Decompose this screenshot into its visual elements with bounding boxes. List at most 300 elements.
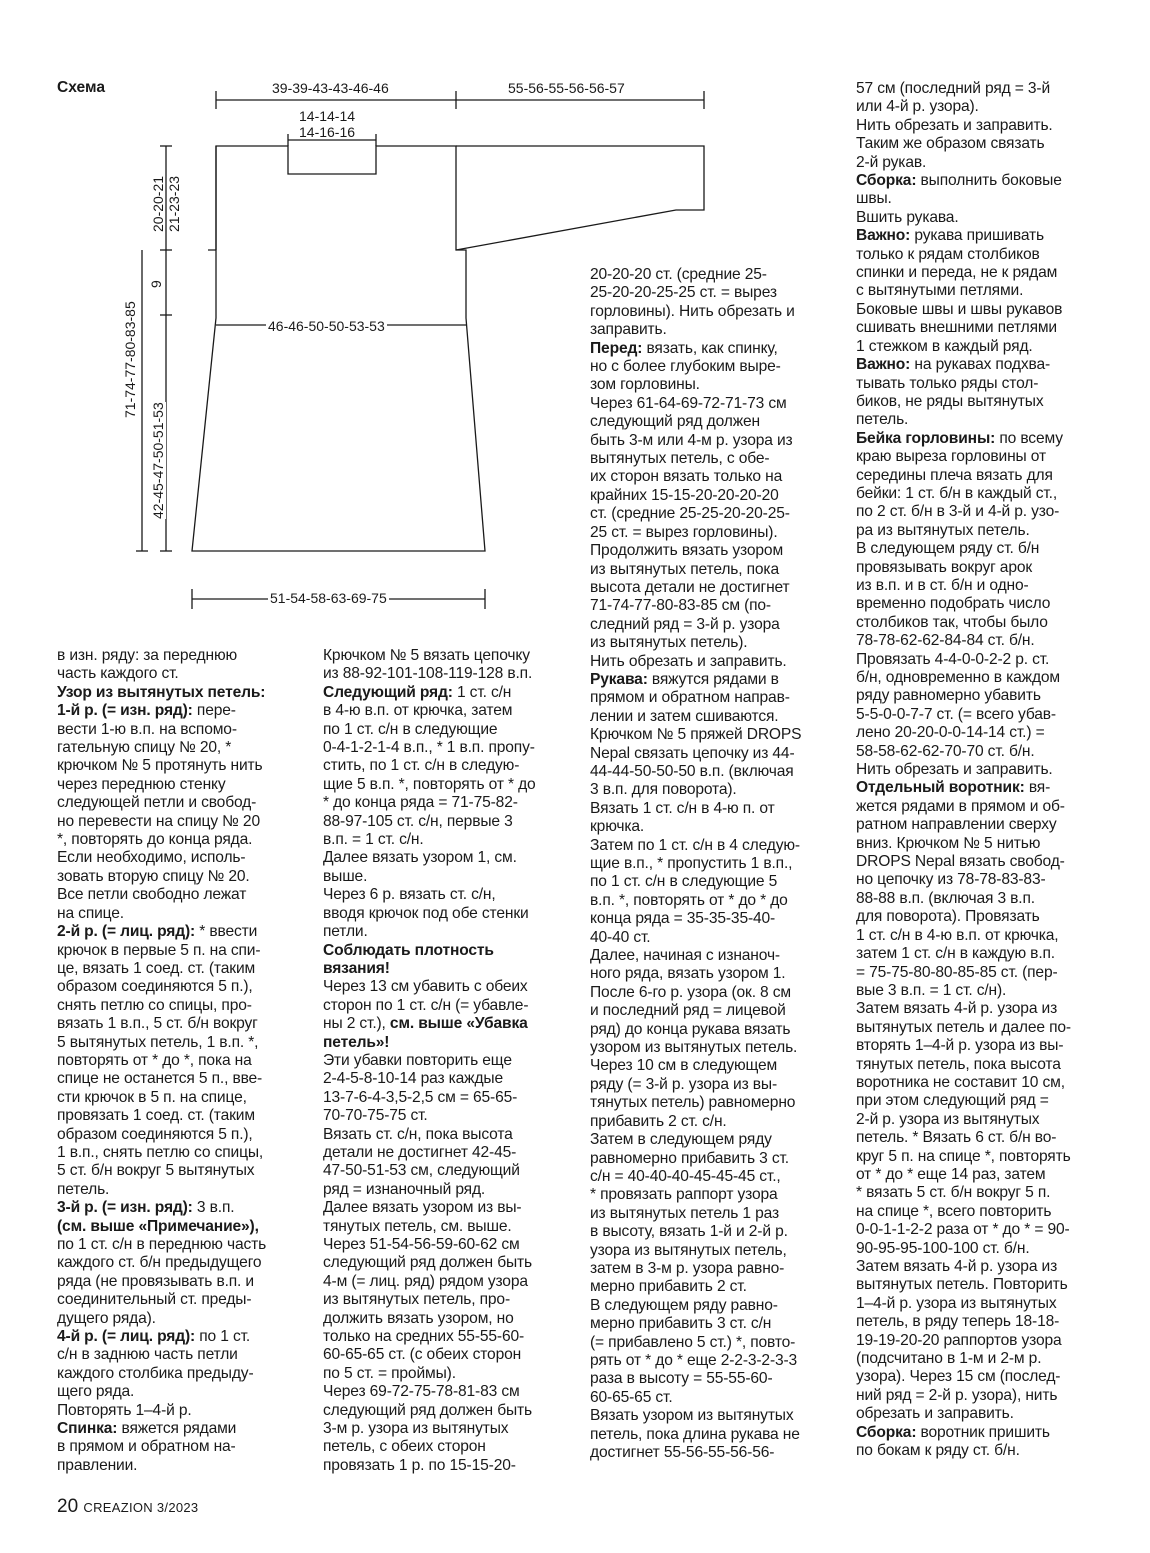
text-run: 60-65-65 ст. (с обеих сторон — [323, 1346, 522, 1364]
text-line — [590, 1315, 835, 1333]
text-line — [590, 1223, 835, 1241]
text-line — [57, 1144, 302, 1162]
text-line — [590, 1407, 835, 1425]
text-line — [856, 614, 1101, 632]
text-run: зом горловины. — [590, 376, 700, 394]
text-run: но цепочку из 78-78-83-83- — [856, 871, 1046, 889]
text-line — [57, 1402, 302, 1420]
text-line — [856, 1129, 1101, 1147]
text-run: от * до * еще 14 раз, затем — [856, 1165, 1046, 1183]
text-run: щего ряда. — [57, 1383, 135, 1401]
text-run: ряд) до конца рукава вязать — [590, 1020, 791, 1038]
text-run: на рукавах подхва- — [910, 356, 1051, 374]
text-line — [856, 761, 1101, 779]
text-line — [590, 303, 835, 321]
text-run: в высоту, вязать 1-й и 2-й р. — [590, 1223, 788, 1241]
text-line — [57, 684, 302, 702]
text-run: В следующем ряду равно- — [590, 1296, 778, 1314]
text-run: рукава пришивать — [910, 227, 1045, 245]
text-line — [590, 1260, 835, 1278]
text-run: обрезать и заправить. — [856, 1405, 1014, 1423]
text-run: только на средних 55-55-60- — [323, 1328, 525, 1346]
text-run: снять петлю со спицы, про- — [57, 996, 252, 1014]
text-run: из вытянутых петель, про- — [323, 1291, 510, 1309]
text-run: ра из вытянутых петель. — [856, 521, 1030, 539]
text-run: 5-5-0-0-7-7 ст. (= всего убав- — [856, 705, 1056, 723]
text-column-2 — [323, 647, 568, 1475]
text-line — [590, 1150, 835, 1168]
text-run: 44-44-50-50-50 в.п. (включая — [590, 762, 794, 780]
text-run: 1–4-й р. узора из вытянутых — [856, 1294, 1057, 1312]
text-line — [57, 1162, 302, 1180]
text-run: 0-0-1-1-2-2 раза от * до * = 90- — [856, 1221, 1070, 1239]
text-run: или 4-й р. узора). — [856, 98, 979, 116]
text-line — [856, 393, 1101, 411]
text-run: вяжутся рядами в — [647, 670, 779, 688]
text-line — [590, 781, 835, 799]
text-line — [323, 1218, 568, 1236]
text-run: прямом и обратном направ- — [590, 689, 790, 707]
text-line — [856, 154, 1101, 172]
text-line — [590, 1278, 835, 1296]
text-line — [323, 1034, 568, 1052]
bold-run: Перед: — [590, 339, 643, 357]
text-run: 1 ст. с/н в 4-ю в.п. от крючка, — [856, 926, 1059, 944]
bold-run: 1-й р. (= изн. ряд): — [57, 702, 193, 720]
text-run: спице не останется 5 п., вве- — [57, 1070, 263, 1088]
text-run: временно подобрать число — [856, 595, 1051, 613]
text-run: по 1 ст. с/н в следующие — [323, 720, 498, 738]
text-line — [57, 942, 302, 960]
text-run: образом соединяются 5 п.), — [57, 978, 253, 996]
text-run: только к рядам столбиков — [856, 245, 1040, 263]
text-line — [590, 671, 835, 689]
text-line — [57, 721, 302, 739]
text-line — [590, 873, 835, 891]
text-line — [57, 1015, 302, 1033]
text-line — [590, 1021, 835, 1039]
text-run: 20-20-20 ст. (средние 25- — [590, 266, 767, 283]
text-line — [57, 794, 302, 812]
text-line — [323, 1383, 568, 1401]
text-run: 71-74-77-80-83-85 см (по- — [590, 597, 771, 615]
dim-bottom: 51-54-58-63-69-75 — [270, 590, 387, 606]
text-column-3 — [590, 266, 835, 1462]
text-run: по 1 ст. с/н в следующие 5 — [590, 873, 778, 891]
text-line — [57, 1089, 302, 1107]
text-run: После 6-го р. узора (ок. 8 см — [590, 983, 791, 1001]
text-run: Нить обрезать и заправить. — [856, 116, 1053, 134]
text-line — [856, 1332, 1101, 1350]
text-run: жется рядами в прямом и об- — [856, 797, 1065, 815]
text-line — [57, 886, 302, 904]
text-line — [856, 1203, 1101, 1221]
text-run: но перевести на спицу № 20 — [57, 812, 260, 830]
text-line — [323, 684, 568, 702]
text-run: стить, по 1 ст. с/н в следую- — [323, 757, 520, 775]
dim-top-sleeve: 55-56-55-56-56-57 — [508, 80, 625, 96]
text-line — [57, 978, 302, 996]
text-run: провязать 1 р. по 15-15-20- — [323, 1456, 516, 1474]
text-line — [856, 1387, 1101, 1405]
text-line — [323, 1107, 568, 1125]
text-run: провязать 1 соед. ст. (таким — [57, 1107, 255, 1125]
text-line — [856, 853, 1101, 871]
text-line — [57, 1199, 302, 1217]
text-run: при этом следующий ряд = — [856, 1092, 1049, 1110]
text-run: Вязать узором из вытянутых — [590, 1407, 794, 1425]
text-run: быть 3-м или 4-м р. узора из — [590, 431, 793, 449]
text-run: следующий ряд должен быть — [323, 1254, 533, 1272]
text-line — [590, 800, 835, 818]
bold-run: Бейка горловины: — [856, 429, 996, 447]
text-line — [323, 886, 568, 904]
text-run: *, повторять до конца ряда. — [57, 831, 253, 849]
text-line — [57, 702, 302, 720]
text-line — [590, 1334, 835, 1352]
text-run: Провязать 4-4-0-0-2-2 р. ст. — [856, 650, 1050, 668]
text-run: 1 стежком в каждый ряд. — [856, 337, 1033, 355]
text-line — [57, 905, 302, 923]
text-line — [323, 1273, 568, 1291]
text-line — [856, 908, 1101, 926]
text-line — [57, 831, 302, 849]
text-line — [323, 665, 568, 683]
text-line — [590, 1002, 835, 1020]
text-line — [856, 190, 1101, 208]
text-line — [590, 1297, 835, 1315]
text-line — [57, 1034, 302, 1052]
text-run: сти крючок в 5 п. на спице, — [57, 1088, 247, 1106]
text-run: Далее вязать узором из вы- — [323, 1199, 522, 1217]
text-line — [57, 960, 302, 978]
text-run: вязать, как спинку, — [642, 339, 778, 357]
bold-run: 2-й р. (= лиц. ряд): — [57, 923, 196, 941]
text-run: б/н, одновременно в каждом — [856, 669, 1060, 686]
text-line — [856, 172, 1101, 190]
text-run: 5 вытянутых петель, 1 в.п. *, — [57, 1033, 259, 1051]
text-run: соединительный ст. преды- — [57, 1291, 252, 1309]
text-line — [856, 1405, 1101, 1423]
text-line — [323, 1254, 568, 1272]
text-run: = 75-75-80-80-85-85 ст. (пер- — [856, 963, 1058, 981]
text-line — [57, 997, 302, 1015]
bold-run: петель»! — [323, 1033, 390, 1051]
text-run: Нить обрезать и заправить. — [856, 761, 1053, 779]
text-run: каждого столбика предыду- — [57, 1364, 254, 1382]
text-run: * до конца ряда = 71-75-82- — [323, 794, 518, 812]
text-run: 3 в.п. для поворота). — [590, 781, 737, 799]
text-run: мерно прибавить 2 ст. — [590, 1278, 747, 1296]
text-run: 25-20-20-25-25 ст. = вырез — [590, 284, 777, 302]
text-line — [590, 1389, 835, 1407]
page-number: 20 — [57, 1496, 79, 1517]
text-line — [57, 868, 302, 886]
text-run: раза в высоту = 55-55-60- — [590, 1370, 773, 1388]
text-line — [323, 757, 568, 775]
text-run: зовать вторую спицу № 20. — [57, 867, 250, 885]
text-line — [590, 1444, 835, 1462]
text-run: DROPS Nepal вязать свобод- — [856, 853, 1065, 871]
text-run: краю выреза горловины от — [856, 448, 1046, 466]
text-run: Затем по 1 ст. с/н в 4 следую- — [590, 836, 800, 854]
text-line — [57, 776, 302, 794]
text-run: следующей петли и свобод- — [57, 794, 257, 812]
text-run: В следующем ряду ст. б/н — [856, 540, 1040, 558]
text-run: петель. — [57, 1180, 110, 1198]
text-line — [323, 1199, 568, 1217]
text-run: пере- — [192, 702, 236, 720]
text-run: 60-65-65 ст. — [590, 1388, 673, 1406]
text-line — [856, 1111, 1101, 1129]
text-run: и последний ряд = лицевой — [590, 1002, 786, 1020]
text-run: 3-м р. узора из вытянутых — [323, 1420, 509, 1438]
text-run: рять от * до * еще 2-2-3-2-3-3 — [590, 1351, 798, 1369]
text-line — [856, 1056, 1101, 1074]
text-line — [856, 1184, 1101, 1202]
text-line — [323, 813, 568, 831]
text-run: вые 3 в.п. = 1 ст. с/н). — [856, 981, 1007, 999]
text-run: из в.п. и в ст. б/н и одно- — [856, 576, 1029, 594]
bold-run: Сборка: — [856, 172, 917, 190]
text-line — [856, 1240, 1101, 1258]
text-line — [856, 411, 1101, 429]
text-run: Таким же образом связать — [856, 135, 1045, 153]
text-run: * провязать раппорт узора — [590, 1186, 778, 1204]
text-run: Через 69-72-75-78-81-83 см — [323, 1383, 520, 1401]
text-run: ст. (средние 25-25-20-20-25- — [590, 505, 790, 523]
text-column-1 — [57, 647, 302, 1475]
text-run: лено 20-20-0-0-14-14 ст.) = — [856, 724, 1045, 742]
text-run: 19-19-20-20 раппортов узора — [856, 1331, 1062, 1349]
text-line — [590, 1076, 835, 1094]
text-line — [856, 338, 1101, 356]
text-run: ны 2 ст.), — [323, 1015, 390, 1033]
text-run: воротника не составит 10 см, — [856, 1073, 1065, 1091]
text-run: вводя крючок под обе стенки — [323, 904, 529, 922]
text-run: равномерно прибавить 3 ст. — [590, 1149, 789, 1167]
text-line — [856, 430, 1101, 448]
sleeve-outline — [456, 146, 704, 250]
bold-run: Спинка: — [57, 1420, 118, 1438]
text-line — [856, 1221, 1101, 1239]
text-run: повторять от * до *, пока на — [57, 1051, 252, 1069]
text-line — [323, 702, 568, 720]
text-line — [856, 448, 1101, 466]
text-run: затем 1 ст. с/н в каждую в.п. — [856, 945, 1055, 963]
text-run: тянутых петель, пока высота — [856, 1055, 1061, 1073]
text-run: ний ряд = 2-й р. узора), нить — [856, 1386, 1058, 1404]
text-run: из вытянутых петель, пока — [590, 560, 779, 578]
text-line — [323, 776, 568, 794]
text-run: ряда (не провязывать в.п. и — [57, 1272, 254, 1290]
text-run: Через 13 см убавить с обеих — [323, 978, 528, 996]
text-run: 88-88 в.п. (включая 3 в.п. — [856, 889, 1035, 907]
text-run: вя- — [1024, 779, 1051, 797]
dim-neck-2: 14-16-16 — [299, 124, 356, 140]
text-run: (подсчитано в 1-м и 2-м р. — [856, 1350, 1042, 1368]
text-run: конца ряда = 35-35-35-40- — [590, 910, 776, 928]
text-line — [856, 319, 1101, 337]
text-line — [590, 616, 835, 634]
text-line — [590, 984, 835, 1002]
text-line — [590, 1370, 835, 1388]
text-run: 4-м (= лиц. ряд) рядом узора — [323, 1272, 528, 1290]
bold-run: Отдельный воротник: — [856, 779, 1025, 797]
text-line — [856, 816, 1101, 834]
text-run: швы. — [856, 190, 892, 208]
text-line — [856, 356, 1101, 374]
text-run: Вшить рукава. — [856, 208, 959, 226]
text-line — [590, 1242, 835, 1260]
text-line — [57, 1070, 302, 1088]
text-line — [57, 1254, 302, 1272]
text-line — [856, 687, 1101, 705]
text-line — [323, 1420, 568, 1438]
text-run: 40-40 ст. — [590, 928, 651, 946]
text-run: спинки и переда, не к рядам — [856, 264, 1058, 282]
dim-top-body: 39-39-43-43-46-46 — [272, 80, 389, 96]
text-run: ратном направлении сверху — [856, 816, 1057, 834]
text-line — [57, 1310, 302, 1328]
text-run: в.п. *, повторять от * до * до — [590, 891, 788, 909]
text-run: круг 5 п. на спице *, повторять — [856, 1147, 1071, 1165]
text-run: 2-й рукав. — [856, 153, 927, 171]
text-run: Далее вязать узором 1, см. — [323, 849, 517, 867]
text-line — [856, 982, 1101, 1000]
text-run: Эти убавки повторить еще — [323, 1051, 512, 1069]
text-run: по 1 ст. — [195, 1328, 251, 1346]
text-line — [323, 997, 568, 1015]
text-run: по бокам к ряду ст. б/н. — [856, 1442, 1020, 1460]
text-line — [856, 98, 1101, 116]
text-run: Затем вязать 4-й р. узора из — [856, 1000, 1058, 1018]
text-run: для поворота). Провязать — [856, 908, 1040, 926]
text-run: с/н = 40-40-40-45-45-45 ст., — [590, 1167, 781, 1185]
text-run: выше. — [323, 867, 368, 885]
bold-run: 4-й р. (= лиц. ряд): — [57, 1328, 196, 1346]
text-line — [57, 647, 302, 665]
dim-armhole-1: 20-20-21 — [150, 175, 166, 232]
text-run: по всему — [995, 429, 1063, 447]
text-run: затем в 3-м р. узора равно- — [590, 1259, 785, 1277]
text-line — [590, 818, 835, 836]
text-line — [57, 1181, 302, 1199]
text-run: петель. * Вязать 6 ст. б/н во- — [856, 1129, 1057, 1147]
text-line — [590, 965, 835, 983]
text-line — [856, 890, 1101, 908]
text-line — [590, 597, 835, 615]
text-line — [590, 395, 835, 413]
text-run: 2-й р. узора из вытянутых — [856, 1110, 1040, 1128]
magazine-issue: CREAZION 3/2023 — [83, 1500, 199, 1515]
text-line — [57, 1218, 302, 1236]
text-line — [856, 871, 1101, 889]
text-line — [590, 929, 835, 947]
text-line — [590, 542, 835, 560]
text-line — [856, 522, 1101, 540]
text-line — [323, 1402, 568, 1420]
text-line — [323, 905, 568, 923]
text-run: ного ряда, вязать узором 1. — [590, 965, 786, 983]
text-run: каждого ст. б/н предыдущего — [57, 1254, 262, 1272]
text-run: крючком № 5 протянуть нить — [57, 757, 263, 775]
text-line — [856, 1295, 1101, 1313]
text-line — [856, 375, 1101, 393]
text-run: по 5 ст. = проймы). — [323, 1364, 456, 1382]
text-run: в прямом и обратном на- — [57, 1438, 236, 1456]
text-run: петель, пока длина рукава не — [590, 1425, 800, 1443]
text-run: ряду равномерно убавить — [856, 687, 1041, 705]
text-line — [590, 1426, 835, 1444]
text-line — [590, 745, 835, 763]
text-line — [590, 340, 835, 358]
text-run: часть каждого ст. — [57, 665, 179, 683]
text-line — [323, 1346, 568, 1364]
text-line — [856, 540, 1101, 558]
text-run: 5 ст. б/н вокруг 5 вытянутых — [57, 1162, 255, 1180]
text-line — [590, 1168, 835, 1186]
text-run: вытянутых петель и далее по- — [856, 1018, 1071, 1036]
text-line — [856, 503, 1101, 521]
bold-run: Важно: — [856, 227, 911, 245]
text-run: 2-4-5-8-10-14 раз каждые — [323, 1070, 503, 1088]
text-run: по 1 ст. с/н в переднюю часть — [57, 1236, 267, 1253]
text-line — [323, 1328, 568, 1346]
text-run: петель. — [856, 411, 909, 429]
text-run: детали не достигнет 42-45- — [323, 1143, 517, 1161]
text-run: правлении. — [57, 1456, 138, 1474]
text-line — [856, 779, 1101, 797]
text-line — [856, 246, 1101, 264]
text-run: вести 1-ю в.п. на вспомо- — [57, 720, 237, 738]
text-line — [323, 942, 568, 960]
text-run: Крючком № 5 пряжей DROPS — [590, 726, 802, 744]
text-line — [856, 1092, 1101, 1110]
text-run: * ввести — [195, 923, 258, 941]
text-run: 0-4-1-2-1-4 в.п., * 1 в.п. пропу- — [323, 739, 535, 757]
text-line — [323, 960, 568, 978]
text-line — [323, 1162, 568, 1180]
text-run: в.п. = 1 ст. с/н. — [323, 831, 424, 849]
text-run: Затем вязать 4-й р. узора из — [856, 1258, 1058, 1275]
text-line — [590, 910, 835, 928]
text-line — [856, 1368, 1101, 1386]
text-line — [856, 559, 1101, 577]
text-run: тывать только ряды стол- — [856, 374, 1039, 392]
text-run: Нить обрезать и заправить. — [590, 652, 787, 670]
text-run: Nepal связать цепочку из 44- — [590, 744, 795, 762]
text-line — [590, 413, 835, 431]
text-line — [856, 1276, 1101, 1294]
text-run: Вязать 1 ст. с/н в 4-ю п. от — [590, 799, 775, 817]
text-run: середины плеча вязать для — [856, 466, 1053, 484]
text-run: ряд = изнаночный ряд. — [323, 1180, 486, 1198]
text-line — [57, 1291, 302, 1309]
text-run: 78-78-62-62-84-84 ст. б/н. — [856, 632, 1035, 650]
text-line — [57, 1107, 302, 1125]
text-run: Если необходимо, исполь- — [57, 849, 246, 867]
text-run: вяжется рядами — [117, 1420, 237, 1438]
text-line — [856, 964, 1101, 982]
text-line — [590, 1131, 835, 1149]
text-run: Все петли свободно лежат — [57, 886, 247, 904]
text-line — [856, 945, 1101, 963]
text-line — [590, 726, 835, 744]
bold-run: Рукава: — [590, 670, 648, 688]
text-run: в 4-ю в.п. от крючка, затем — [323, 702, 513, 720]
text-line — [590, 1057, 835, 1075]
